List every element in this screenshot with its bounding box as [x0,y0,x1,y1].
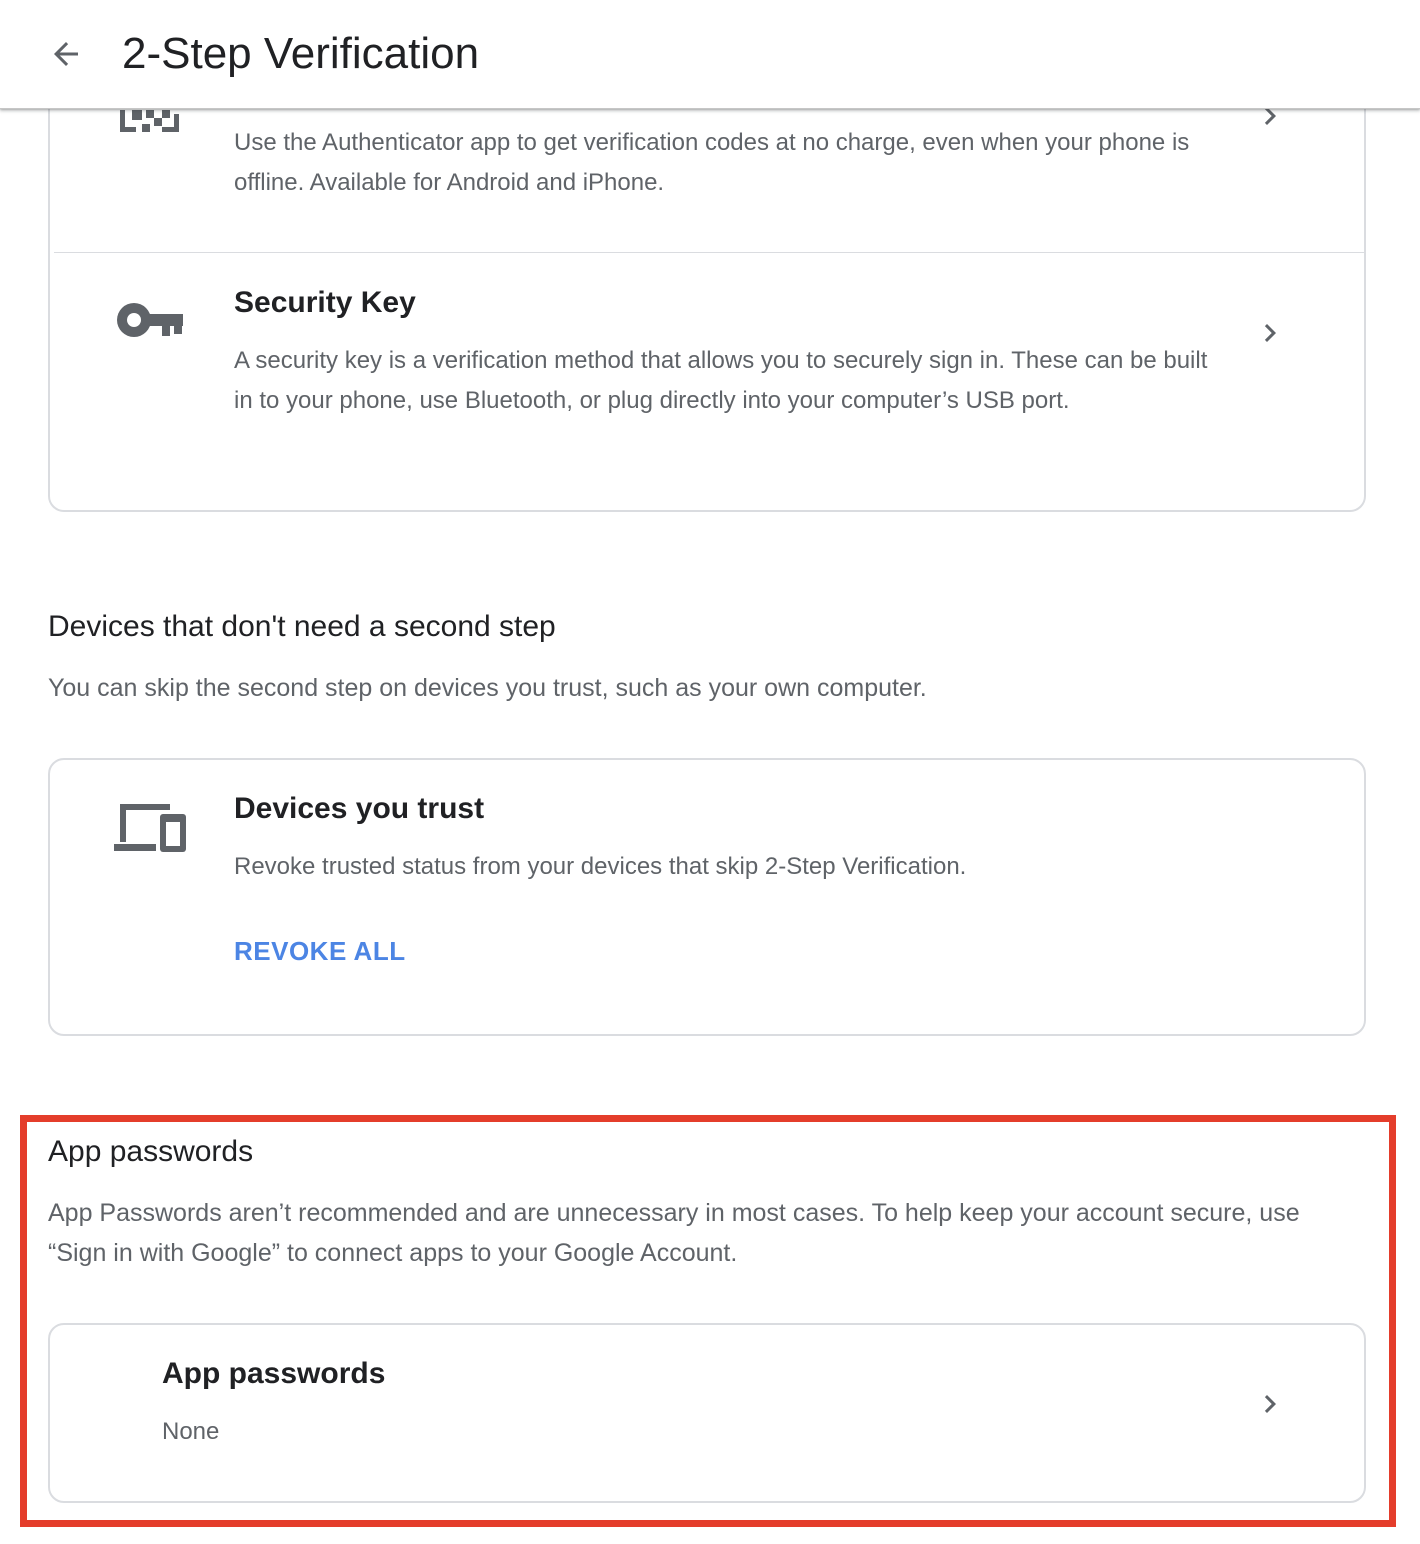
app-passwords-section-description: App Passwords aren’t recommended and are unnecessary in most cases. To help keep your account secure, use “Sign in with Google” to connect apps to your Google Account. [48,1199,1300,1267]
devices-section-description: You can skip the second step on devices you trust, such as your own computer. [48,674,927,702]
chevron-right-icon [1252,315,1288,351]
app-bar [0,0,1420,109]
highlight-box [20,1115,1396,1527]
security-key-description: A security key is a verification method that allows you to securely sign in. These can be built in to your phone, use Bluetooth, or plug directly into your computer’s USB port. [234,347,1208,414]
devices-you-trust-title: Devices you trust [234,792,485,825]
app-passwords-title: App passwords [162,1357,386,1390]
card-divider [54,252,1364,253]
page-title: 2-Step Verification [122,29,480,78]
devices-you-trust-description: Revoke trusted status from your devices that skip 2-Step Verification. [234,853,967,880]
back-arrow-icon [48,36,84,72]
revoke-all-button[interactable]: REVOKE ALL [234,936,406,966]
authenticator-description: Use the Authenticator app to get verification codes at no charge, even when your phone is offline. Available for Android and iPhone. [234,129,1190,196]
app-passwords-value: None [162,1418,220,1445]
devices-section-title: Devices that don't need a second step [48,610,556,643]
security-key-open-button[interactable] [1250,313,1290,353]
back-button[interactable] [40,30,92,78]
devices-icon [112,802,188,854]
security-key-title: Security Key [234,286,416,319]
app-passwords-section-title: App passwords [48,1135,254,1168]
key-icon [116,300,184,340]
